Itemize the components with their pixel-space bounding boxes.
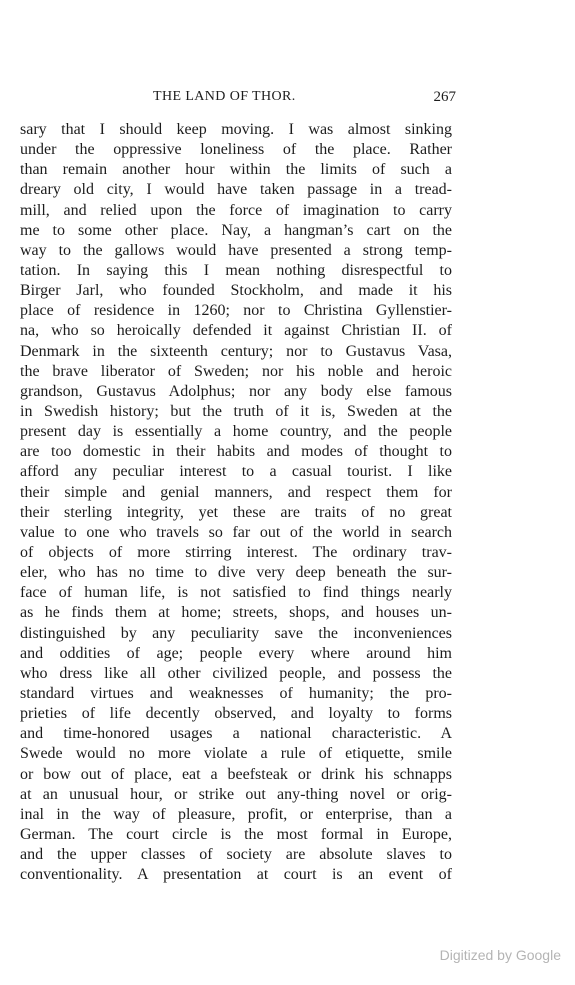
digitized-watermark: Digitized by Google: [439, 947, 561, 963]
text-line: and oddities of age; people every where around him: [20, 644, 452, 662]
text-line: standard virtues and weaknesses of humanity; the pro-: [20, 684, 452, 702]
text-line: way to the gallows would have presented a strong temp-: [20, 241, 452, 259]
text-line: and the upper classes of society are absolute slaves to: [20, 846, 452, 864]
text-line: sary that I should keep moving. I was almost sinking: [20, 121, 452, 138]
text-line: prieties of life decently observed, and loyalty to forms: [20, 705, 452, 723]
text-line: Swede would no more violate a rule of etiquette, smile: [20, 745, 452, 763]
text-line: present day is essentially a home country, and the people: [20, 423, 452, 441]
text-line: of objects of more stirring interest. The ordinary trav-: [20, 543, 452, 561]
text-line: and time-honored usages a national characteristic. A: [20, 725, 452, 743]
page-number: 267: [433, 89, 456, 105]
text-line: conventionality. A presentation at court is an event of: [20, 866, 452, 884]
text-line: German. The court circle is the most formal in Europe,: [20, 825, 452, 843]
text-line: inal in the way of pleasure, profit, or enterprise, than a: [20, 805, 452, 823]
text-line: me to some other place. Nay, a hangman’s cart on the: [20, 221, 452, 239]
text-line: their simple and genial manners, and respect them for: [20, 483, 452, 501]
text-line: dreary old city, I would have taken passage in a tread-: [20, 181, 452, 199]
text-line: place of residence in 1260; nor to Christina Gyllenstier-: [20, 302, 452, 320]
text-line: are too domestic in their habits and modes of thought to: [20, 443, 452, 461]
text-line: as he finds them at home; streets, shops, and houses un-: [20, 604, 452, 622]
body-text: [20, 120, 452, 885]
text-line: afford any peculiar interest to a casual tourist. I like: [20, 463, 452, 481]
text-line: Denmark in the sixteenth century; nor to Gustavus Vasa,: [20, 342, 452, 360]
text-line: under the oppressive loneliness of the place. Rather: [20, 141, 452, 159]
text-line: na, who so heroically defended it against Christian II. of: [20, 322, 452, 340]
text-line: face of human life, is not satisfied to find things nearly: [20, 584, 452, 602]
text-line: Birger Jarl, who founded Stockholm, and made it his: [20, 282, 452, 300]
text-line: in Swedish history; but the truth of it is, Sweden at the: [20, 402, 452, 420]
text-line: eler, who has no time to dive very deep beneath the sur-: [20, 564, 452, 582]
text-line: value to one who travels so far out of the world in search: [20, 523, 452, 541]
text-line: than remain another hour within the limits of such a: [20, 161, 452, 179]
text-line: mill, and relied upon the force of imagination to carry: [20, 201, 452, 219]
text-line: distinguished by any peculiarity save the inconveniences: [20, 624, 452, 642]
text-line: tation. In saying this I mean nothing disrespectful to: [20, 261, 452, 279]
running-title: THE LAND OF THOR.: [153, 89, 296, 104]
text-line: grandson, Gustavus Adolphus; nor any body else famous: [20, 382, 452, 400]
text-line: their sterling integrity, yet these are traits of no great: [20, 503, 452, 521]
running-head: [20, 89, 456, 109]
text-line: the brave liberator of Sweden; nor his noble and heroic: [20, 362, 452, 380]
text-line: who dress like all other civilized people, and possess the: [20, 664, 452, 682]
text-line: at an unusual hour, or strike out any-thing novel or orig-: [20, 785, 452, 803]
text-line: or bow out of place, eat a beefsteak or drink his schnapps: [20, 765, 452, 783]
